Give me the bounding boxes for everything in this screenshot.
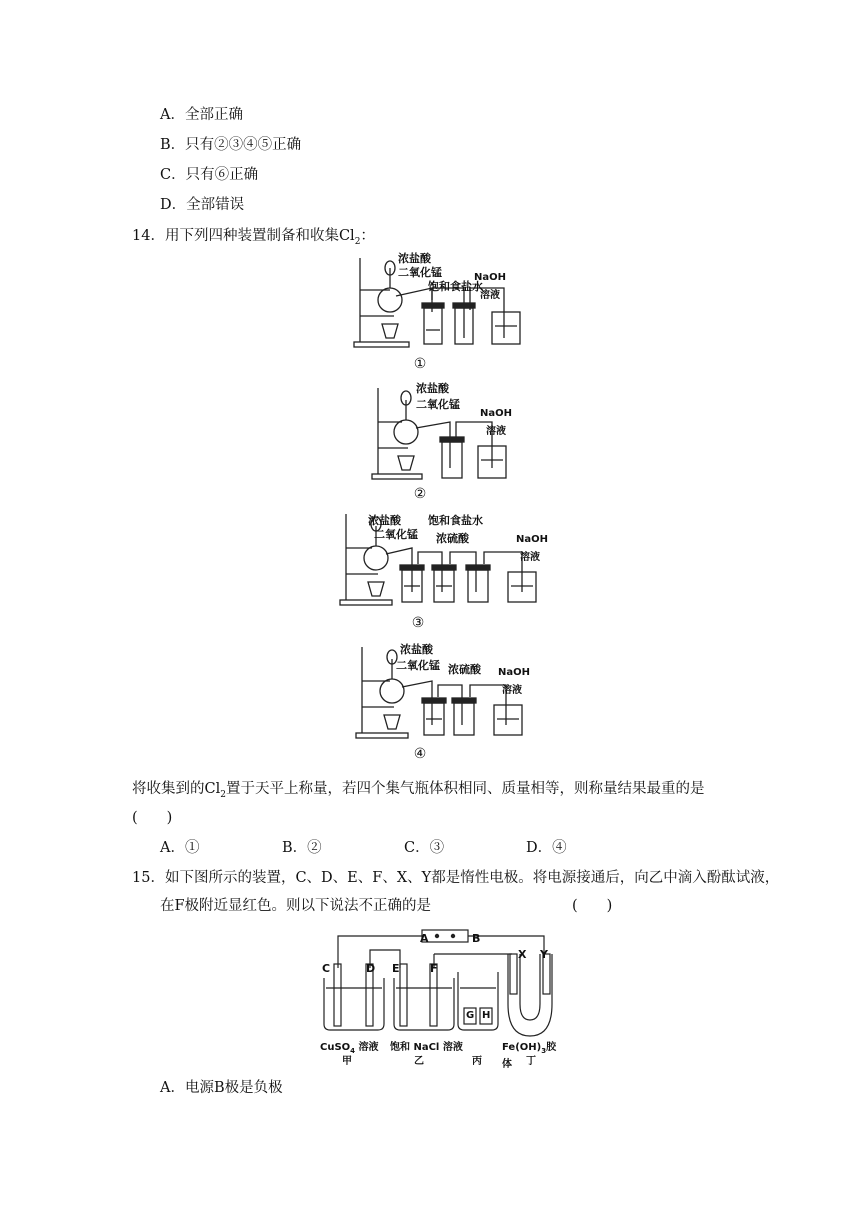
q15-line-1: 15．如下图所示的装置，C、D、E、F、X、Y都是惰性电极。将电源接通后，向乙中滴入酚酞试液， <box>132 870 780 886</box>
apparatus-figure-3: 浓盐酸 二氧化锰 饱和食盐水 浓硫酸 NaOH 溶液 <box>338 508 558 608</box>
q15-line-2: 在F极附近显红色。则以下说法不正确的是 <box>160 898 432 914</box>
apparatus-figure-4: 浓盐酸 二氧化锰 浓硫酸 NaOH 溶液 <box>354 641 534 741</box>
apparatus-figure-2: 浓盐酸 二氧化锰 NaOH 溶液 <box>370 380 530 482</box>
q14-answer-paren: ( ) <box>132 810 173 826</box>
figure-3-caption: ③ <box>411 615 425 631</box>
figure-4-caption: ④ <box>413 746 427 762</box>
q14-choice-a: A．① <box>160 840 200 856</box>
q13-option-c: C．只有⑥正确 <box>160 167 259 183</box>
electrolysis-diagram: A B C D E F X Y G H CuSO$_4$ 溶液 饱和 NaCl 溶液 $Fe(OH)_3$胶体 甲 乙 丙 丁 <box>320 932 557 1070</box>
q13-option-d: D．全部错误 <box>160 197 245 213</box>
figure-2-caption: ② <box>413 486 427 502</box>
q15-option-a: A．电源B极是负极 <box>160 1080 283 1096</box>
q15-answer-paren: ( ) <box>572 898 613 914</box>
q14-choice-c: C．③ <box>404 840 445 856</box>
q14-choice-b: B．② <box>282 840 322 856</box>
q14-question: 将收集到的$Cl_2$置于天平上称量，若四个集气瓶体积相同、质量相等，则称量结果最重的是 <box>132 781 705 800</box>
q14-stem: 14．用下列四种装置制备和收集$Cl_2$： <box>132 228 375 247</box>
figure-1-caption: ① <box>413 356 427 372</box>
q13-option-b: B．只有②③④⑤正确 <box>160 137 302 153</box>
q13-option-a: A．全部正确 <box>160 107 243 123</box>
apparatus-figure-1: 浓盐酸 二氧化锰 饱和食盐水 NaOH 溶液 <box>352 250 532 350</box>
q14-choice-d: D．④ <box>526 840 567 856</box>
